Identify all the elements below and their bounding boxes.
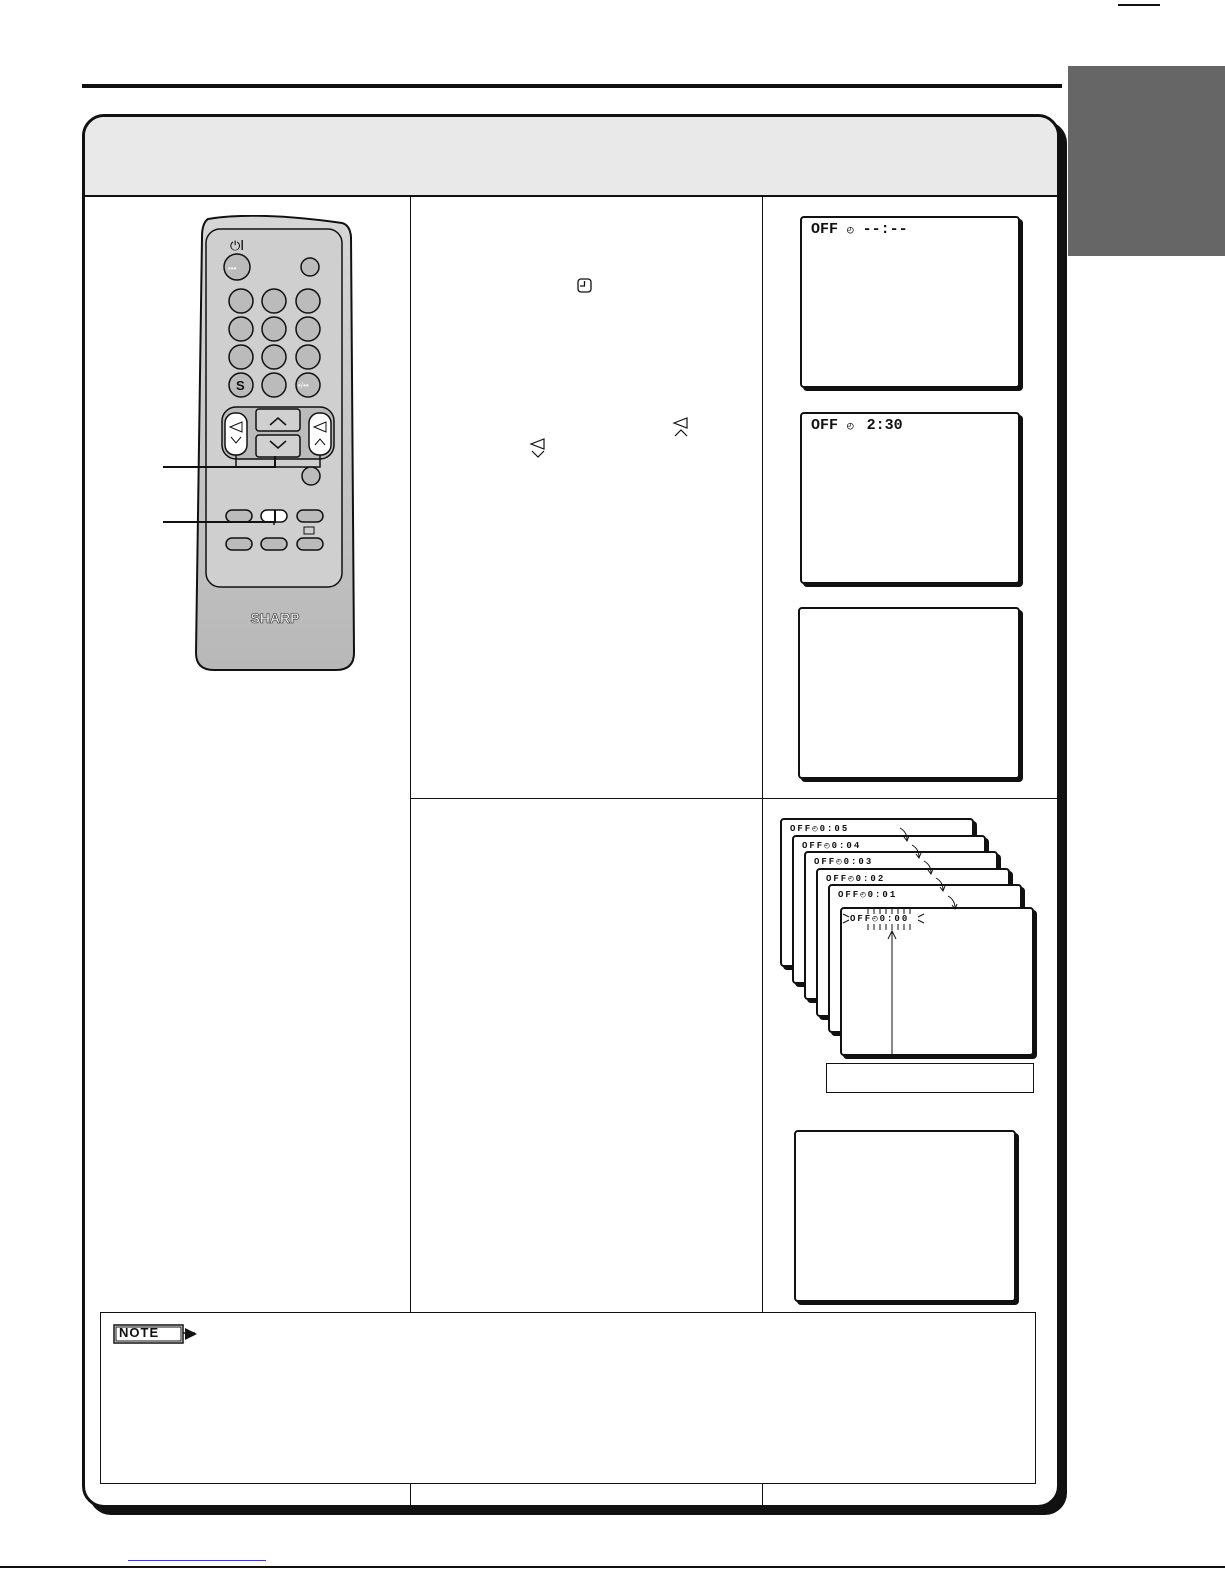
corner-line bbox=[1118, 4, 1160, 6]
note-box bbox=[100, 1312, 1036, 1484]
sleep-timer-icon bbox=[577, 278, 593, 294]
cd3-off: OFF bbox=[814, 857, 837, 867]
panel-header bbox=[85, 117, 1057, 197]
blinking-indicator bbox=[842, 909, 1032, 1054]
power-icon: ⏻I bbox=[230, 239, 245, 254]
channel-down-button bbox=[256, 435, 300, 457]
note-label: NOTE bbox=[119, 1325, 160, 1340]
clock-icon: ◴ bbox=[847, 421, 854, 433]
tv-screen-2 bbox=[800, 412, 1020, 584]
tv-screen-final-blank bbox=[794, 1130, 1016, 1302]
cd3-time: 0:03 bbox=[843, 857, 874, 867]
top-rule bbox=[82, 84, 1062, 88]
clock-icon: ◴ bbox=[860, 890, 868, 900]
clock-icon: ◴ bbox=[848, 874, 856, 884]
callout-line-2 bbox=[163, 521, 276, 523]
tv-screen-1 bbox=[800, 216, 1020, 388]
countdown-screen-0 bbox=[840, 907, 1034, 1056]
cd0-time: 0:00 bbox=[879, 914, 910, 924]
svg-text:S: S bbox=[236, 378, 245, 393]
cd0-off: OFF bbox=[850, 914, 873, 924]
screen2-time: 2:30 bbox=[866, 417, 903, 434]
footer-link-underline bbox=[128, 1560, 266, 1561]
channel-up-button bbox=[256, 409, 300, 431]
screen2-off-label: OFF bbox=[811, 417, 839, 434]
volume-up-button bbox=[309, 413, 331, 455]
volume-down-icon bbox=[528, 437, 548, 459]
volume-down-button bbox=[225, 413, 247, 455]
clock-icon: ◴ bbox=[812, 824, 820, 834]
callout-line-1 bbox=[163, 466, 276, 468]
clock-icon: ◴ bbox=[836, 857, 844, 867]
section-side-tab bbox=[1068, 66, 1225, 256]
row-divider bbox=[410, 798, 1057, 799]
clock-icon: ◴ bbox=[872, 914, 880, 924]
cd5-off: OFF bbox=[790, 824, 813, 834]
clock-icon: ◴ bbox=[824, 841, 832, 851]
callout-line-1-tick bbox=[274, 456, 276, 468]
cd4-time: 0:04 bbox=[831, 841, 862, 851]
volume-up-icon bbox=[671, 416, 691, 438]
brand-logo: SHARP bbox=[250, 610, 300, 626]
cd5-time: 0:05 bbox=[819, 824, 850, 834]
screen1-off-label: OFF bbox=[811, 221, 839, 238]
screen1-time: --:-- bbox=[862, 221, 908, 238]
cd2-time: 0:02 bbox=[855, 874, 886, 884]
countdown-caption-box bbox=[826, 1063, 1034, 1093]
bottom-rule bbox=[0, 1566, 1225, 1568]
countdown-arrows bbox=[895, 826, 975, 926]
cd4-off: OFF bbox=[802, 841, 825, 851]
cd1-time: 0:01 bbox=[867, 890, 898, 900]
countdown-stack bbox=[780, 818, 1036, 1063]
cd2-off: OFF bbox=[826, 874, 849, 884]
callout-line-2-tick bbox=[274, 510, 276, 523]
remote-control bbox=[150, 215, 365, 675]
svg-text:•/••: •/•• bbox=[298, 381, 309, 390]
tv-screen-3-blank bbox=[798, 607, 1020, 779]
cd1-off: OFF bbox=[838, 890, 861, 900]
clock-icon: ◴ bbox=[847, 225, 854, 237]
svg-text:•••: ••• bbox=[228, 264, 237, 273]
